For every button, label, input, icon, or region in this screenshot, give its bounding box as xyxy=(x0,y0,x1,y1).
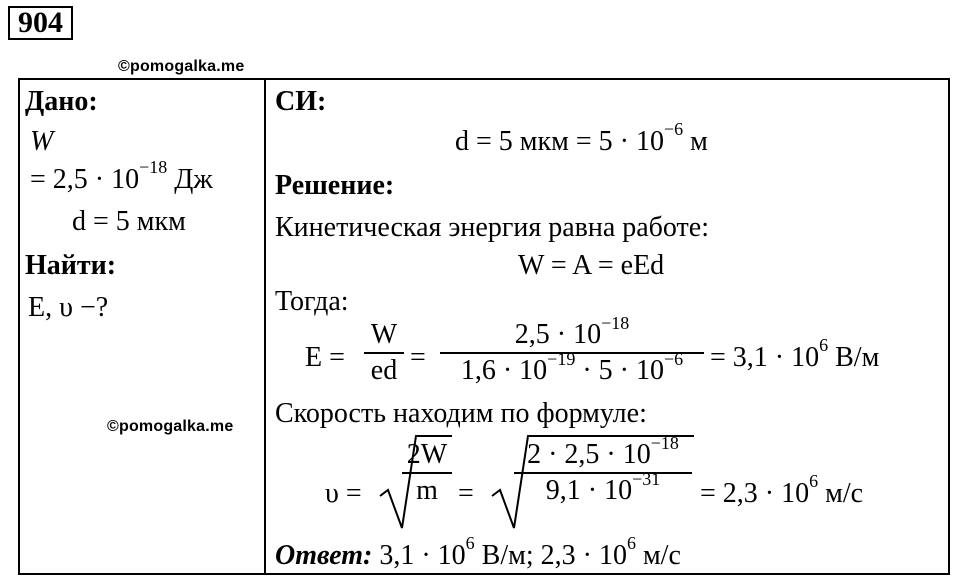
v-fraction-2-numerator: $2 \cdot 2,5 \cdot 10^{-18}$ xyxy=(527,433,679,470)
table-border-top xyxy=(18,78,950,80)
table-border-bottom xyxy=(18,573,950,575)
watermark-middle: ©pomogalka.me xyxy=(107,418,234,435)
given-d-value: d = 5 мкм xyxy=(72,206,186,237)
given-w-value: = $2,5 \cdot 10^{-18}$ Дж xyxy=(30,157,213,195)
find-line: E, υ −? xyxy=(28,292,109,323)
e-fraction-1-denominator: ed xyxy=(370,355,398,386)
e-fraction-2-denominator: $1,6 \cdot 10^{-19} \cdot 5 \cdot 10^{-6}$ xyxy=(460,349,684,386)
v-formula-lhs: υ = xyxy=(325,478,362,509)
given-heading: Дано: xyxy=(25,86,98,117)
equation-energy: W = A = eEd xyxy=(518,250,665,281)
given-w-variable: W xyxy=(30,126,54,157)
v-fraction-2 xyxy=(514,433,692,506)
solution-heading: Решение: xyxy=(275,170,395,201)
e-fraction-1-numerator: W xyxy=(370,319,398,350)
si-heading: СИ: xyxy=(275,86,327,117)
v-fraction-1 xyxy=(402,440,452,506)
solution-text-3: Скорость находим по формуле: xyxy=(275,398,647,429)
v-fraction-1-numerator: 2W xyxy=(406,439,448,470)
table-divider xyxy=(264,78,266,575)
answer-label: Ответ: xyxy=(275,540,373,571)
e-fraction-2 xyxy=(440,313,704,386)
v-formula-equals: = xyxy=(458,478,474,509)
v-fraction-1-denominator: m xyxy=(416,475,438,506)
problem-number: 904 xyxy=(8,6,73,40)
watermark-top: ©pomogalka.me xyxy=(118,58,245,75)
solution-text-2: Тогда: xyxy=(275,286,349,317)
table-border-right xyxy=(948,78,950,575)
e-formula-result: = $3,1 \cdot 10^6$ В/м xyxy=(710,335,880,373)
e-formula-equals: = xyxy=(410,342,426,373)
v-fraction-2-denominator: $9,1 \cdot 10^{-31}$ xyxy=(545,469,661,506)
v-formula-result: = $2,3 \cdot 10^6$ м/с xyxy=(700,471,864,509)
si-d-conversion: d = 5 мкм = $5 \cdot 10^{-6}$ м xyxy=(455,119,708,157)
table-border-left xyxy=(18,78,20,575)
answer-line: Ответ: $3,1 \cdot 10^6$ В/м; $2,3 \cdot 10^6$ м/с xyxy=(275,533,681,571)
e-fraction-2-numerator: $2,5 \cdot 10^{-18}$ xyxy=(514,313,630,350)
solution-text-1: Кинетическая энергия равна работе: xyxy=(275,212,709,243)
find-heading: Найти: xyxy=(25,250,117,281)
e-fraction-1 xyxy=(364,320,404,386)
e-formula-lhs: E = xyxy=(305,342,345,373)
